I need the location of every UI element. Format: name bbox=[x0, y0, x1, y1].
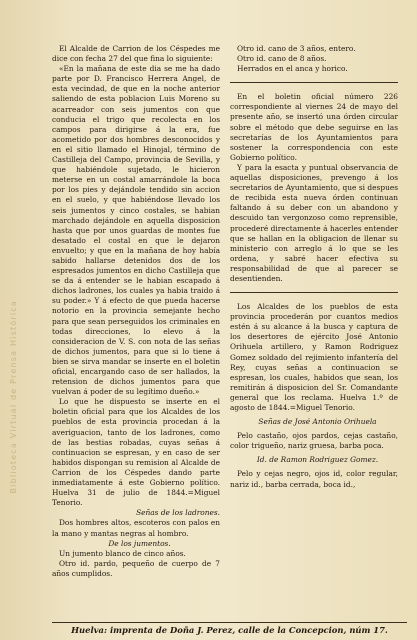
right-paragraph-circular: En el boletin oficial número 226 correspondiente al viernes 24 de mayo del presente año, se insertó una órden circular sobre el método que debe seguirse en las secretarías de los Ayuntamientos para sostener la correspondencia con este Gobierno político. bbox=[230, 92, 398, 162]
thieves-heading: Señas de los ladrones. bbox=[136, 508, 220, 518]
section-divider bbox=[230, 292, 398, 293]
orihuela-description: Pelo castaño, ojos pardos, cejas castaño, color trigueño, nariz gruesa, barba poca. bbox=[230, 431, 398, 451]
printer-imprint: Huelva: imprenta de Doña J. Perez, calle de la Concepcion, núm 17. bbox=[52, 622, 407, 635]
left-paragraph-report: «En la mañana de este dia se me ha dado parte por D. Francisco Herrera Angel, de esta vecindad, de que en la noche anterior saliendo de esta poblacion Luis Moreno su acarreador con seis jumentos con que conducia el trigo que recolecta en los campos para dirigirse á la era, fue acometido por dos hombres desconocidos y en el sitio llamado el Hinojal, término de Castilleja del Campo, provincia de Sevilla, y que habiéndole sujetado, le hicieron meterse en un costal amarrándole la boca por los pies y dejándole tendido sin accion en el suelo, y que habiéndose llevado los seis jumentos y cinco costales, se habian marchado dejándole en aquella disposicion hasta que por unos guardas de montes fue desatado el costal en que le dejaron envuelto; y que en la mañana de hoy había sabido hallarse detenidos dos de los espresados jumentos en dicho Castilleja que se da á entender se le habian escapado á dichos ladrones, los cuales ya habia traido á su poder.» Y á efecto de que pueda hacerse notorio en la provincia semejante hecho para que sean perseguidos los criminales en todas direcciones, lo elevo á la consideracion de V. S. con nota de las señas de dichos jumentos, para que si lo tiene á bien se sirva mandar se inserte en el boletin oficial, encargando caso de ser hallados, la retension de dichos jumentos para que vuelvan á poder de su legítimo dueño.» bbox=[52, 64, 220, 397]
gomez-heading: Id. de Ramon Rodriguez Gomez. bbox=[256, 455, 379, 465]
donkey-marks: Herrados en el anca y horico. bbox=[237, 64, 348, 74]
donkeys-heading: De los jumentos. bbox=[108, 538, 171, 548]
donkey-3: Otro id. cano de 3 años, entero. bbox=[237, 44, 356, 53]
right-column bbox=[230, 44, 398, 579]
donkey-2: Otro id. pardo, pequeño de cuerpo de 7 años cumplidos. bbox=[52, 558, 220, 578]
left-column bbox=[52, 44, 220, 579]
right-paragraph-warning: Y para la esacta y puntual observancia de aquellas disposiciones, prevengo á los secretarios de Ayuntamiento, que si despues de recibida esta nueva órden continuan faltando á su deber con un abandono y descuido tan vergonzoso como reprensible, procederé directamente á hacerles entender que se hallan en la obligacion de llenar su ministerio con arreglo á lo que se les ordena, y sabré hacer efectiva su responsabilidad de que al parecer se desentienden. bbox=[230, 162, 398, 283]
donkey-1: Un jumento blanco de cinco años. bbox=[59, 548, 186, 558]
orihuela-heading: Señas de José Antonio Orihuela bbox=[258, 417, 377, 427]
thieves-description: Dos hombres altos, escoteros con palos en la mano y mantas negras al hombro. bbox=[52, 518, 220, 538]
section-divider bbox=[230, 82, 398, 83]
library-watermark: Biblioteca Virtual de Prensa Histórica bbox=[9, 300, 18, 494]
right-paragraph-deserters: Los Alcaldes de los pueblos de esta provincia procederán por cuantos medios estén á su alcance á la busca y captura de los desertores de ejército José Antonio Orihuela artillero, y Ramon Rodriguez Gomez soldado del rejimiento infantería del Rey, cuyas señas a continuacion se espresan, los cuales, habidos que sean, los remitirán á disposicion del Sr. Comandante general que los reclama. Huelva 1.º de agosto de 1844.=Miguel Tenorio. bbox=[230, 302, 398, 412]
gomez-description: Pelo y cejas negro, ojos id, color regular, nariz id., barba cerrada, boca id., bbox=[230, 469, 398, 489]
left-paragraph-order: Lo que he dispuesto se inserte en el boletin oficial para que los Alcaldes de los pueblos de esta provincia procedan á la averiguacion, tanto de los ladrones, como de las bestias robadas, cuyas señas á continuacion se espresan, y en caso de ser habidos dispongan su remision al Alcalde de Carrion de los Céspedes dando parte inmediatamente á este Gobierno político. Huelva 31 de julio de 1844.=Miguel Tenorio. bbox=[52, 397, 220, 508]
left-paragraph-intro: El Alcalde de Carrion de los Céspedes me dice con fecha 27 del que fina lo siguiente: bbox=[52, 44, 220, 64]
two-column-body bbox=[52, 44, 407, 579]
donkey-4: Otro id. cano de 8 años. bbox=[237, 54, 327, 64]
